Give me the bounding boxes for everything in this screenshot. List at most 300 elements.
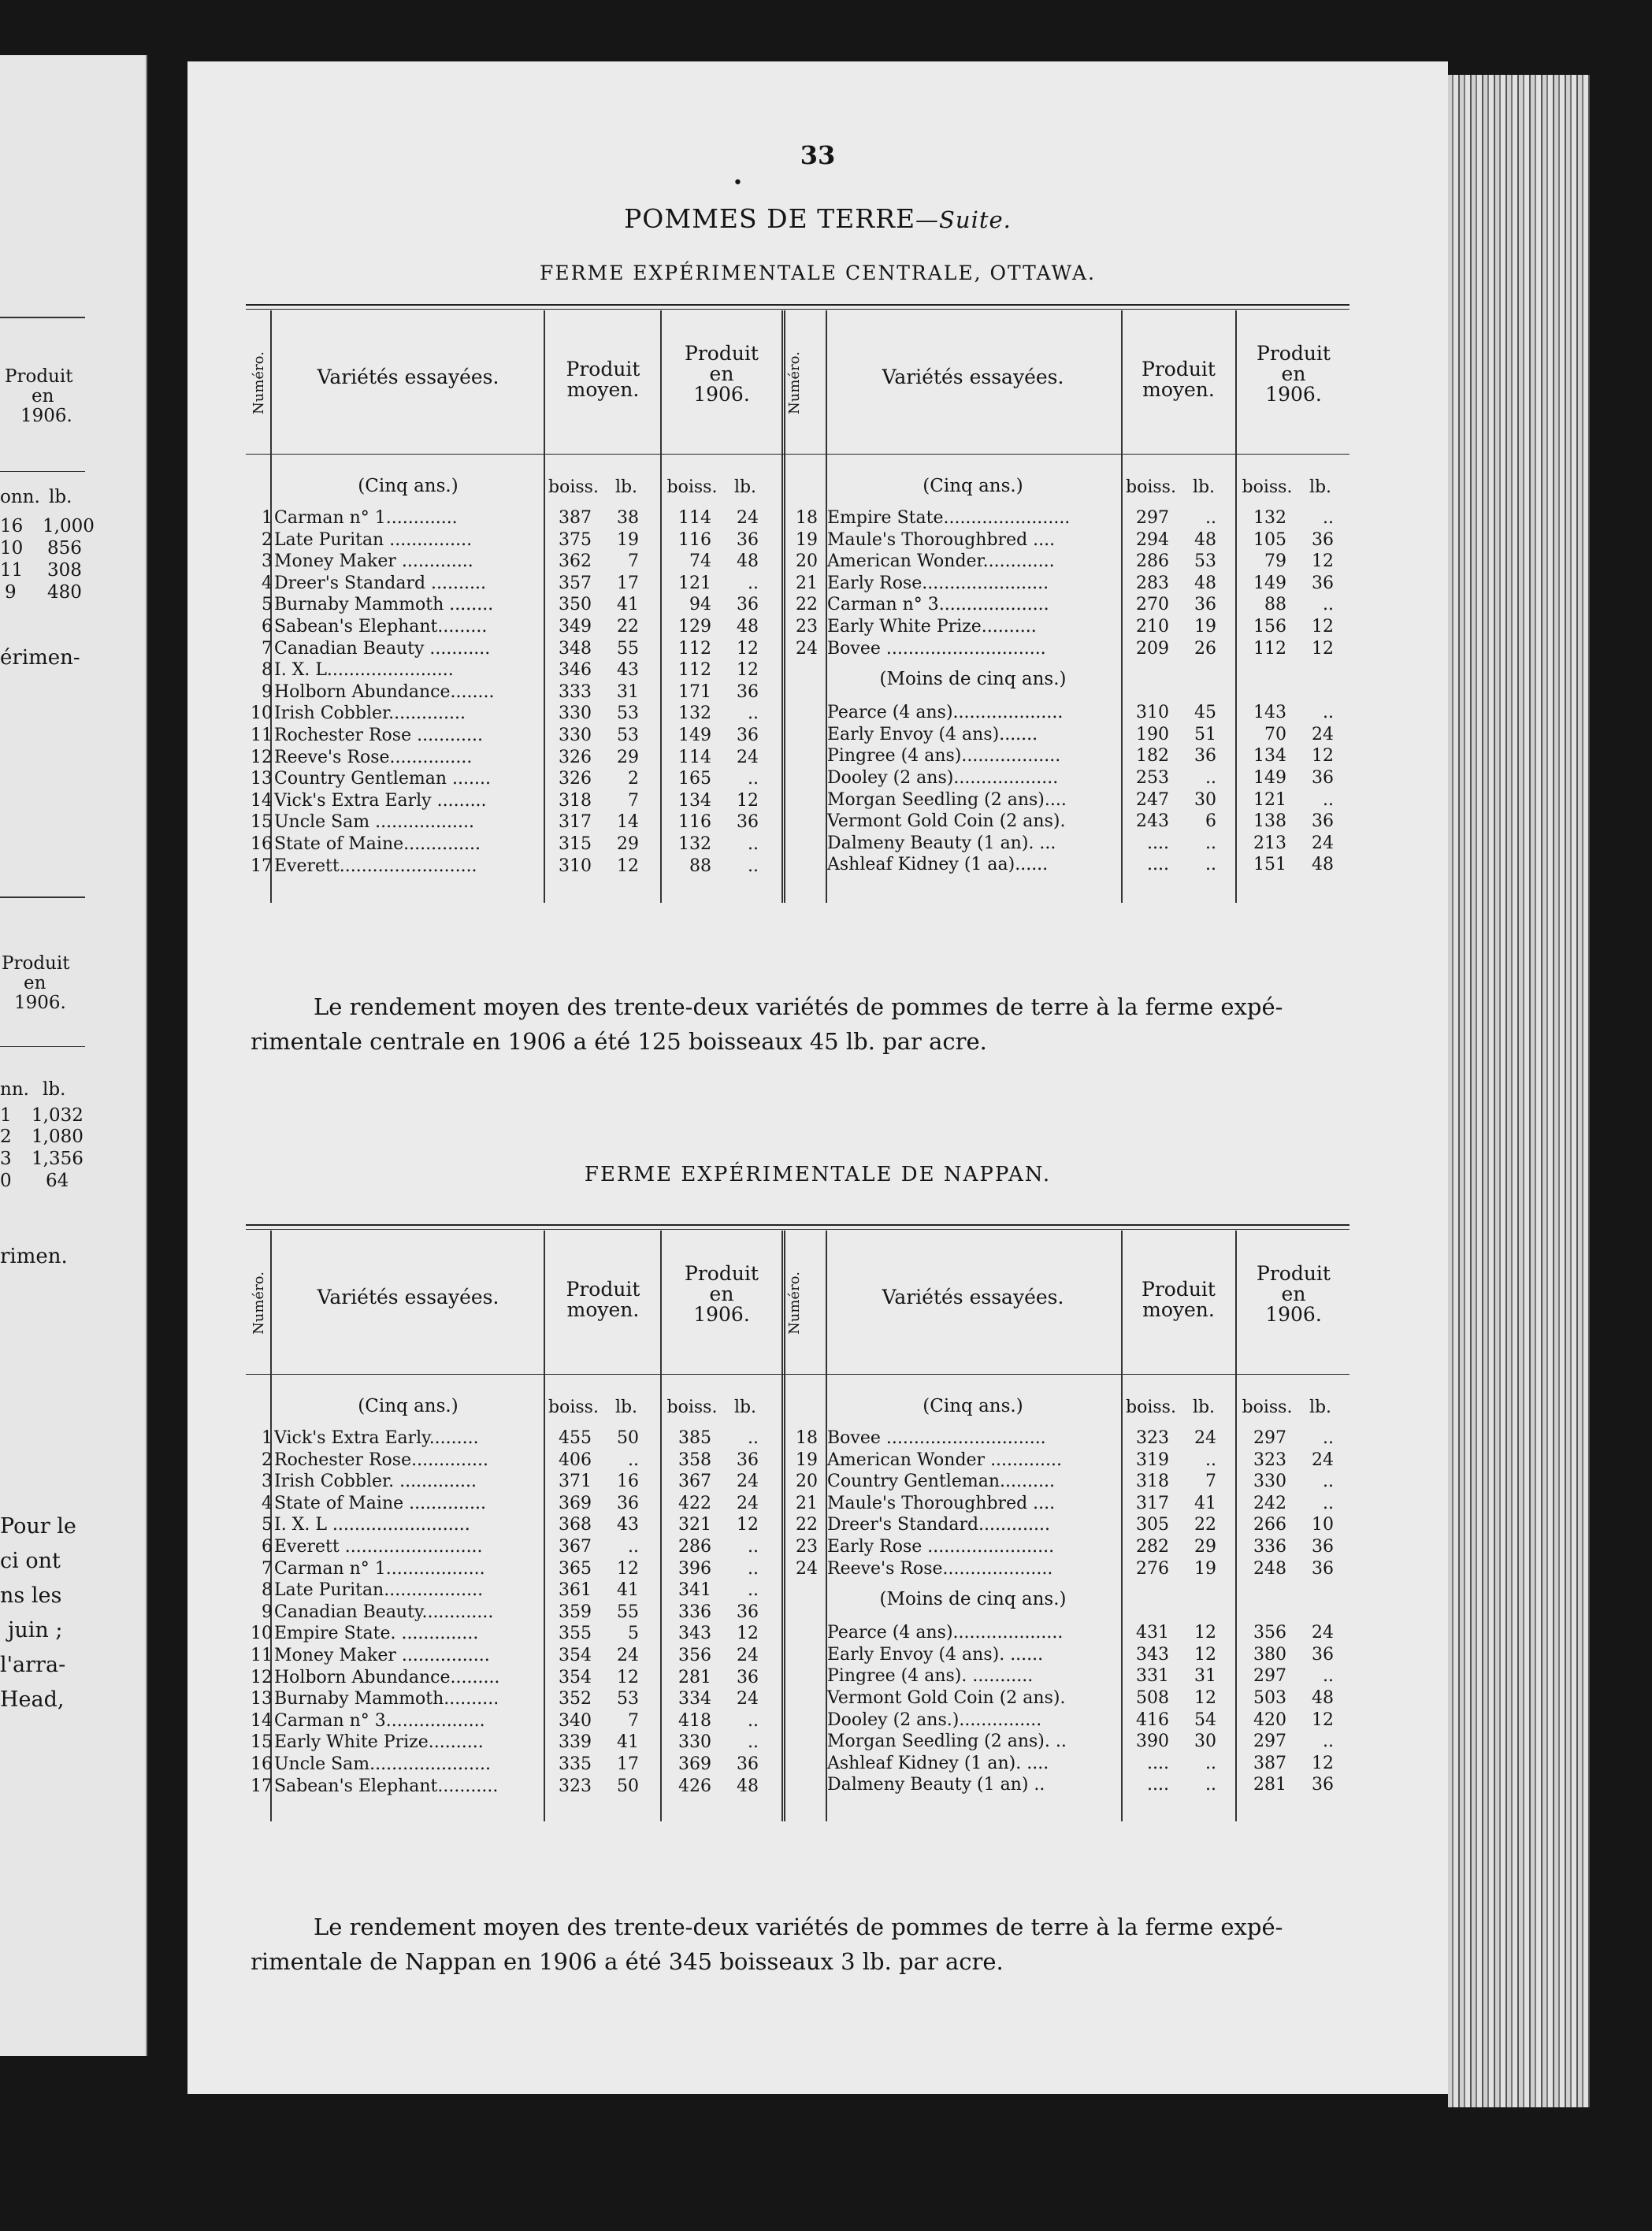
row-number: 8 — [262, 1580, 273, 1601]
moyen-boiss-cell: 294 — [1136, 529, 1169, 550]
en1906-boiss-cell: 70 — [1264, 724, 1286, 744]
moyen-lb-cell: 12 — [617, 1558, 639, 1579]
moyen-header-2: moyen. — [566, 378, 640, 401]
en1906-boiss-cell: 112 — [1253, 638, 1286, 659]
table-row — [187, 1774, 1448, 1795]
variety-name: Sabean's Elephant........... — [274, 1776, 499, 1796]
en1906-boiss-cell: 420 — [1253, 1709, 1286, 1730]
left-fragment: Produit — [5, 366, 73, 387]
en1906-boiss-cell: 358 — [678, 1450, 711, 1470]
moyen-boiss-cell: 323 — [559, 1776, 592, 1796]
nappan-table — [187, 61, 1448, 1952]
en1906-lb-cell: 36 — [737, 1754, 759, 1774]
left-fragment: Produit — [2, 953, 70, 974]
moyen-lb-cell: 29 — [1194, 1537, 1216, 1557]
en1906-boiss-cell: 165 — [678, 769, 711, 789]
moyen-boiss-cell: 310 — [1136, 703, 1169, 723]
en1906-lb-cell: 12 — [1312, 617, 1334, 637]
moyen-boiss-cell: 367 — [559, 1537, 592, 1557]
moyen-boiss-cell: 361 — [559, 1580, 592, 1601]
left-fragment: nn. — [0, 1079, 29, 1100]
boiss-unit: boiss. — [1242, 1398, 1293, 1417]
boiss-unit: boiss. — [666, 477, 718, 497]
variety-name: State of Maine .............. — [274, 1493, 487, 1513]
en1906-lb-cell: 36 — [1312, 811, 1334, 832]
en1906-boiss-cell: 129 — [678, 617, 711, 637]
en1906-lb-cell: 12 — [1312, 746, 1334, 767]
left-fragment: lb. — [43, 1079, 66, 1100]
moyen-lb-cell: 38 — [617, 508, 639, 528]
en1906-boiss-cell: 143 — [1253, 703, 1286, 723]
row-number: 16 — [251, 1754, 273, 1774]
cinq-ans-subheading: (Cinq ans.) — [358, 1396, 458, 1416]
moyen-lb-cell: 30 — [1194, 1732, 1216, 1752]
en1906-lb-cell: 24 — [737, 1689, 759, 1709]
row-number: 17 — [251, 1776, 273, 1796]
row-number: 6 — [262, 1537, 273, 1557]
moyen-boiss-cell: 323 — [1136, 1428, 1169, 1448]
moyen-boiss-cell: .... — [1147, 855, 1169, 875]
moyen-boiss-cell: 352 — [559, 1689, 592, 1709]
moyen-boiss-cell: 406 — [559, 1450, 592, 1470]
moyen-header-1: Produit — [566, 358, 640, 380]
variety-name: Early White Prize.......... — [827, 617, 1037, 637]
ottawa-heading: FERME EXPÉRIMENTALE CENTRALE, OTTAWA. — [540, 262, 1096, 284]
row-number: 24 — [796, 638, 818, 659]
en1906-boiss-cell: 74 — [689, 551, 711, 572]
moyen-lb-cell: .. — [628, 1537, 639, 1557]
moyen-lb-cell: 19 — [617, 529, 639, 550]
variety-name: Morgan Seedling (2 ans). .. — [827, 1732, 1067, 1752]
en1906-boiss-cell: 213 — [1253, 833, 1286, 853]
row-number: 2 — [262, 529, 273, 550]
moyen-lb-cell: 7 — [1205, 1472, 1216, 1492]
moyen-boiss-cell: .... — [1147, 1775, 1169, 1795]
en1906-boiss-cell: 156 — [1253, 617, 1286, 637]
variety-name: Vick's Extra Early......... — [274, 1428, 479, 1448]
en1906-lb-cell: .. — [748, 1558, 759, 1579]
moyen-lb-cell: 5 — [628, 1624, 639, 1644]
moyen-boiss-cell: 330 — [559, 726, 592, 745]
moyen-boiss-cell: 317 — [1136, 1493, 1169, 1513]
variety-name: Carman n° 1.................. — [274, 1558, 485, 1579]
en1906-lb-cell: 36 — [1312, 573, 1334, 593]
row-number: 10 — [251, 703, 273, 724]
left-fragment: érimen- — [0, 646, 80, 670]
moyen-boiss-cell: 331 — [1136, 1666, 1169, 1687]
moyen-lb-cell: 54 — [1194, 1709, 1216, 1730]
moyen-lb-cell: 48 — [1194, 573, 1216, 593]
nappan-summary-line-1: Le rendement moyen des trente-deux variétés de pommes de terre à la ferme expé- — [314, 1914, 1283, 1940]
row-number: 21 — [796, 1493, 818, 1513]
lb-unit: lb. — [614, 477, 638, 497]
moyen-lb-cell: .. — [1205, 855, 1216, 875]
en1906-boiss-cell: 297 — [1253, 1666, 1286, 1687]
moyen-boiss-cell: 276 — [1136, 1558, 1169, 1579]
boiss-unit: boiss. — [1126, 1398, 1176, 1417]
en1906-boiss-cell: 418 — [678, 1710, 711, 1731]
en1906-lb-cell: 36 — [1312, 1537, 1334, 1557]
en1906-boiss-cell: 79 — [1264, 551, 1286, 572]
en1906-lb-cell: 48 — [737, 617, 759, 637]
en1906-boiss-cell: 112 — [678, 660, 711, 681]
en1906-lb-cell: .. — [1323, 1666, 1334, 1687]
variety-name: Carman n° 1............. — [274, 508, 458, 528]
en1906-header-2: en — [1281, 362, 1306, 385]
moyen-lb-cell: .. — [1205, 768, 1216, 788]
left-fragment: 856 — [47, 538, 82, 559]
moyen-lb-cell: 12 — [1194, 1623, 1216, 1643]
moyen-lb-cell: 45 — [1194, 703, 1216, 723]
moyen-boiss-cell: .... — [1147, 833, 1169, 853]
en1906-lb-cell: 12 — [1312, 1709, 1334, 1730]
row-number: 1 — [262, 508, 273, 528]
en1906-lb-cell: 12 — [1312, 551, 1334, 572]
numero-header: Numéro. — [251, 1271, 267, 1335]
row-number: 19 — [796, 1450, 818, 1470]
row-number: 5 — [262, 595, 273, 615]
moyen-header-1: Produit — [566, 1278, 640, 1301]
moyen-boiss-cell: 335 — [559, 1754, 592, 1774]
ottawa-summary-line-1: Le rendement moyen des trente-deux variétés de pommes de terre à la ferme expé- — [314, 993, 1283, 1020]
en1906-header-2: en — [709, 1283, 734, 1305]
en1906-lb-cell: .. — [1323, 508, 1334, 528]
en1906-lb-cell: 24 — [1312, 833, 1334, 853]
en1906-lb-cell: .. — [1323, 1493, 1334, 1513]
numero-header: Numéro. — [251, 351, 267, 414]
moyen-boiss-cell: 357 — [559, 573, 592, 593]
variety-name: Ashleaf Kidney (1 aa)...... — [827, 855, 1049, 875]
left-fragment: ci ont — [0, 1549, 61, 1573]
en1906-boiss-cell: 114 — [678, 508, 711, 528]
moyen-boiss-cell: .... — [1147, 1753, 1169, 1773]
moyen-lb-cell: 2 — [628, 769, 639, 789]
en1906-lb-cell: 24 — [737, 747, 759, 767]
row-number: 13 — [251, 769, 273, 789]
table-row — [187, 1753, 1448, 1774]
en1906-boiss-cell: 297 — [1253, 1428, 1286, 1448]
moyen-boiss-cell: 319 — [1136, 1450, 1169, 1470]
row-number: 9 — [262, 1602, 273, 1622]
variety-name: Uncle Sam .................. — [274, 812, 474, 833]
moyen-boiss-cell: 508 — [1136, 1688, 1169, 1708]
row-number: 21 — [796, 573, 818, 593]
left-fragment: 2 — [0, 1127, 12, 1147]
boiss-unit: boiss. — [548, 477, 599, 497]
cinq-ans-subheading: (Cinq ans.) — [923, 476, 1023, 496]
moyen-lb-cell: 17 — [617, 1754, 639, 1774]
en1906-lb-cell: 12 — [737, 1515, 759, 1535]
en1906-lb-cell: 36 — [1312, 529, 1334, 550]
row-number: 7 — [262, 638, 273, 659]
moyen-lb-cell: 43 — [617, 660, 639, 681]
en1906-header-3: 1906. — [693, 1303, 750, 1326]
en1906-boiss-cell: 88 — [1264, 595, 1286, 615]
en1906-lb-cell: .. — [1323, 1428, 1334, 1448]
table-row — [187, 1644, 1448, 1665]
variety-name: Bovee ............................. — [827, 638, 1046, 659]
moyen-boiss-cell: 310 — [559, 856, 592, 876]
table-row — [187, 1687, 1448, 1709]
moyen-boiss-cell: 359 — [559, 1602, 592, 1622]
variety-name: Everett......................... — [274, 856, 477, 876]
moyen-lb-cell: 31 — [1194, 1666, 1216, 1687]
variety-name: Dreer's Standard .......... — [274, 573, 486, 593]
row-number: 2 — [262, 1450, 273, 1470]
variety-name: Dooley (2 ans)................... — [827, 768, 1059, 788]
moyen-lb-cell: .. — [1205, 508, 1216, 528]
moyen-boiss-cell: 243 — [1136, 811, 1169, 832]
lb-unit: lb. — [733, 477, 757, 497]
en1906-boiss-cell: 132 — [678, 834, 711, 854]
moyen-header-2: moyen. — [1142, 378, 1215, 401]
left-page-fragment — [0, 55, 147, 2056]
en1906-boiss-cell: 121 — [1253, 789, 1286, 810]
left-fragment: 1,000 — [43, 516, 95, 536]
en1906-header-1: Produit — [1257, 1262, 1331, 1285]
en1906-boiss-cell: 112 — [678, 638, 711, 659]
boiss-unit: boiss. — [548, 1398, 599, 1417]
row-number: 6 — [262, 617, 273, 637]
en1906-boiss-cell: 121 — [678, 573, 711, 593]
moyen-lb-cell: 41 — [1194, 1493, 1216, 1513]
row-number: 17 — [251, 856, 273, 876]
moyen-lb-cell: 7 — [628, 790, 639, 811]
en1906-boiss-cell: 426 — [678, 1776, 711, 1796]
en1906-lb-cell: 36 — [737, 812, 759, 833]
moyen-boiss-cell: 354 — [559, 1667, 592, 1687]
row-number: 15 — [251, 812, 273, 833]
en1906-boiss-cell: 286 — [678, 1537, 711, 1557]
moyen-lb-cell: 22 — [617, 617, 639, 637]
moyen-lb-cell: 12 — [1194, 1644, 1216, 1665]
moyen-boiss-cell: 368 — [559, 1515, 592, 1535]
numero-header: Numéro. — [786, 351, 803, 414]
table-row — [187, 1602, 1448, 1623]
moyen-boiss-cell: 182 — [1136, 746, 1169, 767]
en1906-lb-cell: 24 — [737, 1493, 759, 1513]
row-number: 4 — [262, 1493, 273, 1513]
en1906-boiss-cell: 396 — [678, 1558, 711, 1579]
moyen-lb-cell: 36 — [1194, 746, 1216, 767]
en1906-boiss-cell: 281 — [678, 1667, 711, 1687]
variety-name: Everett ......................... — [274, 1537, 483, 1557]
en1906-boiss-cell: 134 — [678, 790, 711, 811]
row-number: 8 — [262, 660, 273, 681]
moyen-lb-cell: 19 — [1194, 617, 1216, 637]
numero-header: Numéro. — [786, 1271, 803, 1335]
moyen-lb-cell: 36 — [1194, 595, 1216, 615]
lb-unit: lb. — [1309, 1398, 1332, 1417]
row-number: 23 — [796, 617, 818, 637]
variety-name: Carman n° 3.................. — [274, 1710, 485, 1731]
en1906-lb-cell: 12 — [737, 660, 759, 681]
en1906-lb-cell: .. — [748, 834, 759, 854]
left-fragment: lb. — [49, 487, 72, 507]
moyen-lb-cell: 17 — [617, 573, 639, 593]
variety-name: Sabean's Elephant......... — [274, 617, 488, 637]
en1906-lb-cell: 48 — [1312, 855, 1334, 875]
moyen-boiss-cell: 369 — [559, 1493, 592, 1513]
variety-name: Uncle Sam...................... — [274, 1754, 491, 1774]
left-fragment: 1,356 — [32, 1149, 84, 1169]
row-number: 5 — [262, 1515, 273, 1535]
moyen-boiss-cell: 209 — [1136, 638, 1169, 659]
moyen-lb-cell: 31 — [617, 681, 639, 702]
moyen-boiss-cell: 283 — [1136, 573, 1169, 593]
moyen-boiss-cell: 355 — [559, 1624, 592, 1644]
table-row — [187, 1427, 1448, 1449]
row-number: 18 — [796, 508, 818, 528]
row-number: 3 — [262, 551, 273, 572]
moyen-lb-cell: 16 — [617, 1472, 639, 1492]
moyen-boiss-cell: 270 — [1136, 595, 1169, 615]
en1906-lb-cell: 36 — [737, 1667, 759, 1687]
variety-name: Country Gentleman ....... — [274, 769, 491, 789]
varietes-header: Variétés essayées. — [882, 366, 1064, 388]
left-fragment: 1,080 — [32, 1127, 84, 1147]
moyen-boiss-cell: 348 — [559, 638, 592, 659]
moyen-lb-cell: 24 — [617, 1646, 639, 1665]
en1906-lb-cell: 24 — [1312, 1450, 1334, 1470]
varietes-header: Variétés essayées. — [317, 366, 499, 388]
variety-name: Pearce (4 ans).................... — [827, 1623, 1064, 1643]
en1906-boiss-cell: 132 — [678, 703, 711, 724]
moyen-boiss-cell: 350 — [559, 595, 592, 615]
en1906-lb-cell: .. — [748, 1537, 759, 1557]
left-fragment: 9 — [5, 582, 17, 603]
moyen-boiss-cell: 416 — [1136, 1709, 1169, 1730]
en1906-lb-cell: 12 — [737, 638, 759, 659]
en1906-header-1: Produit — [685, 342, 759, 365]
moyen-boiss-cell: 326 — [559, 747, 592, 767]
left-fragment: rimen. — [0, 1245, 68, 1268]
en1906-boiss-cell: 323 — [1253, 1450, 1286, 1470]
en1906-boiss-cell: 321 — [678, 1515, 711, 1535]
left-fragment: Pour le — [0, 1514, 76, 1539]
moyen-lb-cell: 50 — [617, 1428, 639, 1448]
table-top-rule — [246, 1224, 1349, 1226]
moyen-lb-cell: .. — [628, 1450, 639, 1470]
ottawa-summary-line-2: rimentale centrale en 1906 a été 125 boisseaux 45 lb. par acre. — [251, 1028, 987, 1055]
lb-unit: lb. — [1309, 477, 1332, 497]
moyen-boiss-cell: 375 — [559, 529, 592, 550]
en1906-boiss-cell: 171 — [678, 681, 711, 702]
moyen-boiss-cell: 297 — [1136, 508, 1169, 528]
variety-name: Vick's Extra Early ......... — [274, 790, 487, 811]
moyen-lb-cell: 51 — [1194, 724, 1216, 744]
en1906-boiss-cell: 242 — [1253, 1493, 1286, 1513]
en1906-lb-cell: 10 — [1312, 1515, 1334, 1535]
moyen-boiss-cell: 315 — [559, 834, 592, 854]
variety-name: State of Maine.............. — [274, 834, 481, 854]
lb-unit: lb. — [733, 1398, 757, 1417]
en1906-lb-cell: .. — [748, 573, 759, 593]
row-number: 15 — [251, 1732, 273, 1753]
moyen-lb-cell: 30 — [1194, 789, 1216, 810]
nappan-heading: FERME EXPÉRIMENTALE DE NAPPAN. — [584, 1163, 1052, 1186]
variety-name: Irish Cobbler.............. — [274, 703, 466, 724]
moyen-lb-cell: 55 — [617, 638, 639, 659]
en1906-lb-cell: .. — [1323, 789, 1334, 810]
variety-name: Irish Cobbler. .............. — [274, 1472, 477, 1492]
row-number: 14 — [251, 1710, 273, 1731]
moyen-boiss-cell: 343 — [1136, 1644, 1169, 1665]
variety-name: Pingree (4 ans).................. — [827, 746, 1061, 767]
boiss-unit: boiss. — [666, 1398, 718, 1417]
en1906-lb-cell: 24 — [737, 1646, 759, 1665]
moyen-lb-cell: 41 — [617, 1732, 639, 1753]
table-row — [187, 1665, 1448, 1687]
row-number: 1 — [262, 1428, 273, 1448]
en1906-lb-cell: 36 — [737, 726, 759, 745]
left-fragment: 1,032 — [32, 1105, 84, 1126]
en1906-lb-cell: .. — [748, 1710, 759, 1731]
en1906-lb-cell: 36 — [1312, 1558, 1334, 1579]
en1906-boiss-cell: 116 — [678, 812, 711, 833]
en1906-header-3: 1906. — [1265, 383, 1322, 406]
variety-name: Ashleaf Kidney (1 an). .... — [827, 1753, 1049, 1773]
en1906-lb-cell: 12 — [1312, 1753, 1334, 1773]
moyen-lb-cell: 41 — [617, 1580, 639, 1601]
left-fragment: l'arra- — [0, 1653, 66, 1677]
en1906-boiss-cell: 94 — [689, 595, 711, 615]
en1906-lb-cell: .. — [1323, 1732, 1334, 1752]
en1906-lb-cell: 36 — [1312, 1644, 1334, 1665]
en1906-boiss-cell: 88 — [689, 856, 711, 876]
moins-cinq-ans-subheading: (Moins de cinq ans.) — [879, 669, 1067, 690]
variety-name: Dalmeny Beauty (1 an) .. — [827, 1775, 1045, 1795]
variety-name: Bovee ............................. — [827, 1428, 1046, 1448]
variety-name: Rochester Rose.............. — [274, 1450, 489, 1470]
moyen-boiss-cell: 387 — [559, 508, 592, 528]
left-fragment: en — [32, 386, 54, 406]
variety-name: Early Envoy (4 ans). ...... — [827, 1644, 1044, 1665]
en1906-boiss-cell: 369 — [678, 1754, 711, 1774]
moyen-header-1: Produit — [1142, 358, 1216, 380]
boiss-unit: boiss. — [1126, 477, 1176, 497]
table-header-rule — [246, 1374, 1349, 1375]
row-number: 11 — [251, 1646, 273, 1665]
boiss-unit: boiss. — [1242, 477, 1293, 497]
row-number: 9 — [262, 681, 273, 702]
left-fragment: en — [24, 973, 46, 993]
left-fragment: 0 — [0, 1171, 12, 1191]
row-number: 10 — [251, 1624, 273, 1644]
en1906-lb-cell: 36 — [737, 595, 759, 615]
en1906-lb-cell: 36 — [1312, 768, 1334, 788]
variety-name: Canadian Beauty............. — [274, 1602, 494, 1622]
moyen-lb-cell: 14 — [617, 812, 639, 833]
variety-name: Carman n° 3.................... — [827, 595, 1049, 615]
moyen-lb-cell: 50 — [617, 1776, 639, 1796]
moyen-boiss-cell: 190 — [1136, 724, 1169, 744]
variety-name: Money Maker ............. — [274, 551, 473, 572]
en1906-boiss-cell: 356 — [1253, 1623, 1286, 1643]
row-number: 16 — [251, 834, 273, 854]
en1906-lb-cell: 36 — [1312, 1775, 1334, 1795]
left-fragment: 16 — [0, 516, 24, 536]
variety-name: Country Gentleman.......... — [827, 1472, 1055, 1492]
en1906-lb-cell: 12 — [1312, 638, 1334, 659]
nappan-summary-line-2: rimentale de Nappan en 1906 a été 345 boisseaux 3 lb. par acre. — [251, 1948, 1004, 1975]
en1906-header-3: 1906. — [1265, 1303, 1322, 1326]
row-number: 20 — [796, 1472, 818, 1492]
en1906-lb-cell: 24 — [737, 508, 759, 528]
en1906-header-1: Produit — [685, 1262, 759, 1285]
en1906-boiss-cell: 385 — [678, 1428, 711, 1448]
left-fragment: 3 — [0, 1149, 12, 1169]
